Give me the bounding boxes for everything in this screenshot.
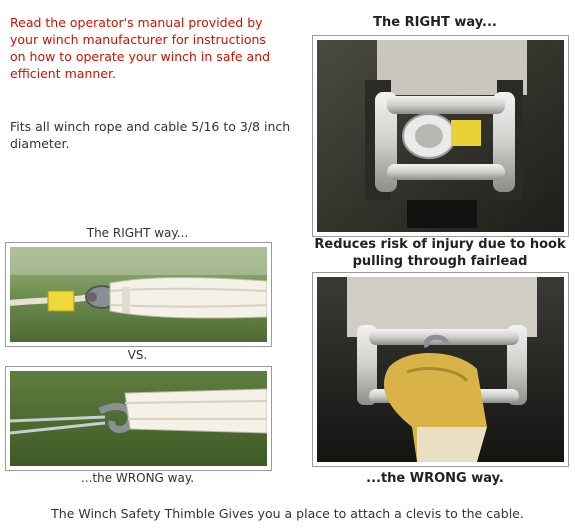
fairlead-wrong-way-photo (312, 272, 569, 467)
thimble-right-way-photo (5, 242, 272, 347)
right-wrong-way-caption: ...the WRONG way. (366, 471, 504, 486)
left-right-way-caption: The RIGHT way... (86, 226, 189, 240)
vs-caption: VS. (127, 348, 148, 362)
fairlead-right-way-photo (312, 35, 569, 237)
manual-warning-text: Read the operator's manual provided by your winch manufacturer for instructions on how to operate your winch in safe and efficient manner. (10, 15, 271, 81)
risk-reduction-caption: Reduces risk of injury due to hook pulling through fairlead (314, 237, 566, 269)
right-right-way-caption: The RIGHT way... (373, 15, 497, 30)
thimble-wrong-way-photo (5, 366, 272, 471)
footer-text: The Winch Safety Thimble Gives you a place to attach a clevis to the cable. (51, 506, 524, 521)
fits-description-text: Fits all winch rope and cable 5/16 to 3/8 inch diameter. (10, 119, 291, 151)
left-wrong-way-caption: ...the WRONG way. (80, 471, 195, 485)
